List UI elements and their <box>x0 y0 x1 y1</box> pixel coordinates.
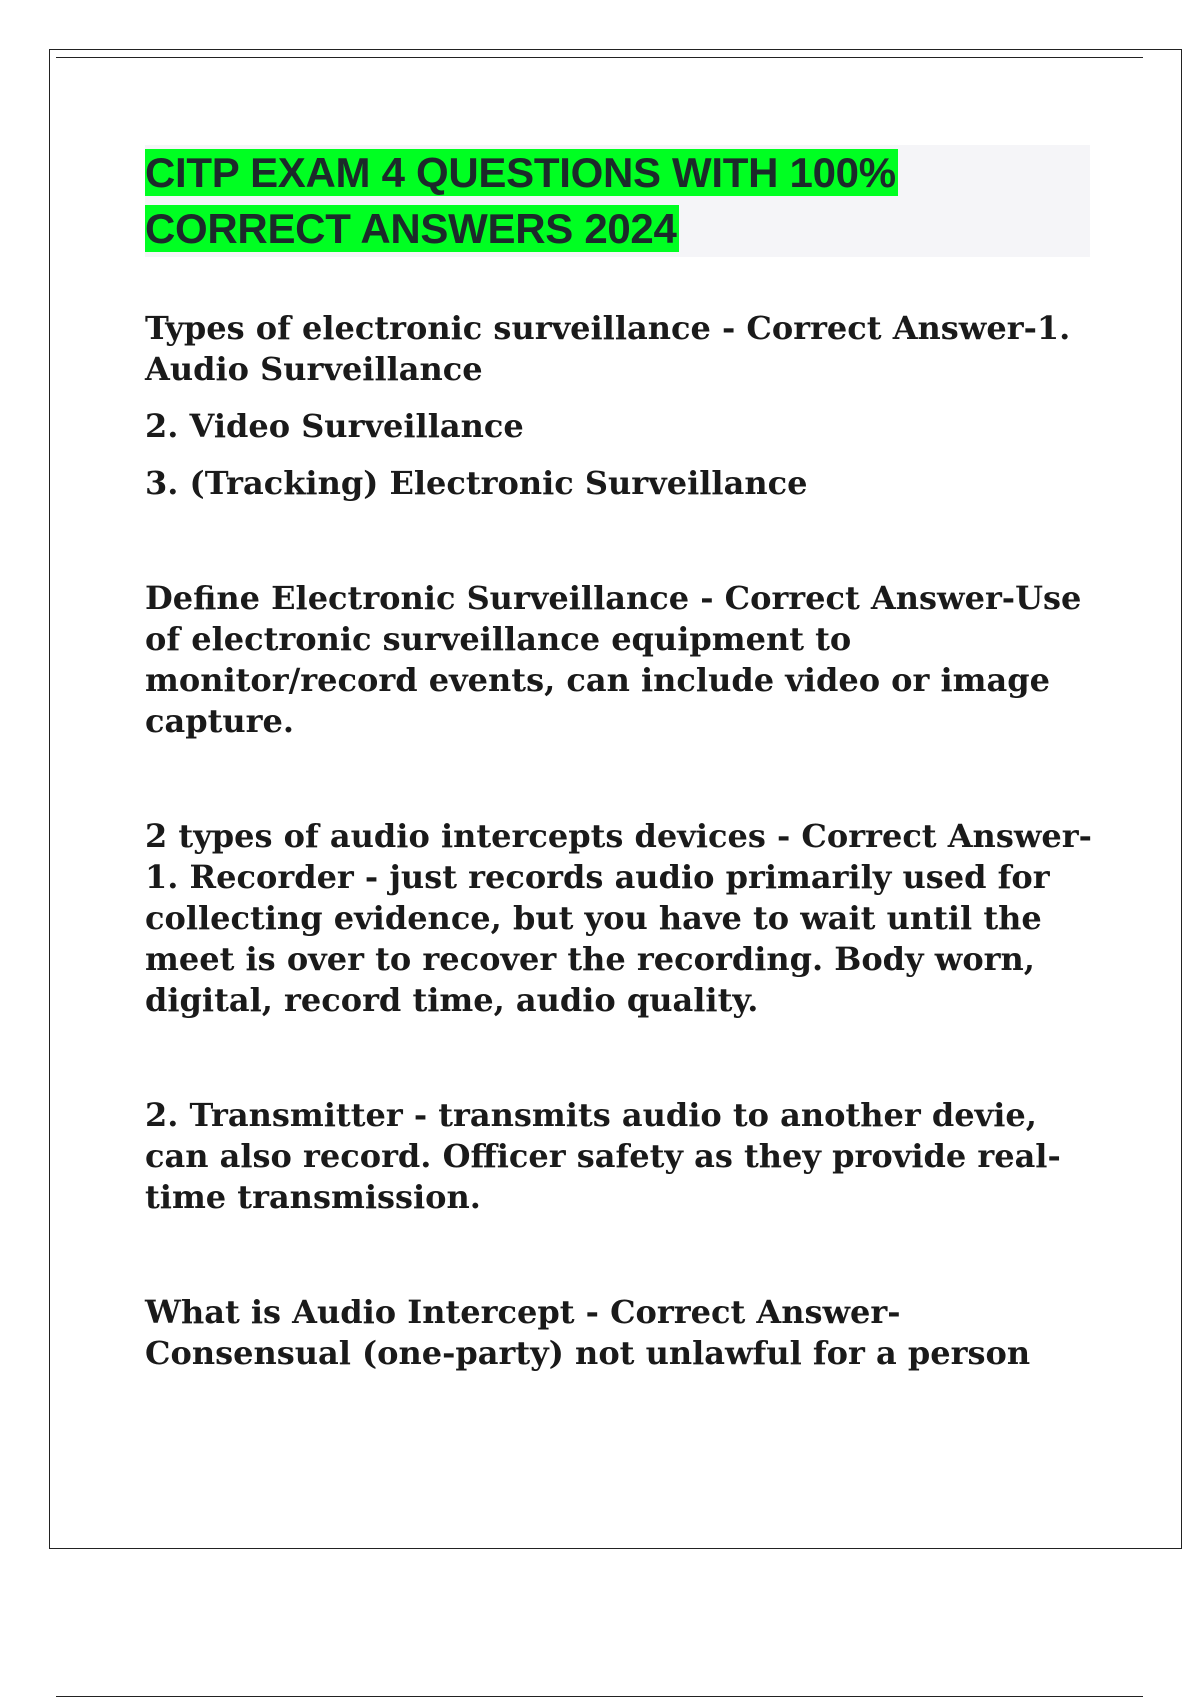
qa-item: 3. (Tracking) Electronic Surveillance <box>145 464 808 502</box>
qa-item: Types of electronic surveillance - Correct Answer-1. Audio Surveillance <box>145 309 1071 388</box>
document-title <box>145 145 1090 257</box>
title-line-2: CORRECT ANSWERS 2024 <box>145 205 677 252</box>
qa-item: 2. Video Surveillance <box>145 407 524 445</box>
qa-content <box>145 308 1105 1374</box>
qa-item: What is Audio Intercept - Correct Answer-Consensual (one-party) not unlawful for a person <box>145 1293 1031 1372</box>
qa-item: Define Electronic Surveillance - Correct Answer-Use of electronic surveillance equipment to monitor/record events, can include video or image capture. <box>145 579 1082 740</box>
title-block <box>145 145 1090 257</box>
qa-item: 2 types of audio intercepts devices - Correct Answer-1. Recorder - just records audio primarily used for collecting evidence, but you have to wait until the meet is over to recover the recording. Body worn, digital, record time, audio quality. <box>145 817 1092 1019</box>
top-rule <box>56 57 1143 58</box>
qa-item: 2. Transmitter - transmits audio to another devie, can also record. Officer safety as they provide real-time transmission. <box>145 1096 1061 1216</box>
bottom-rule <box>56 1696 1143 1697</box>
title-line-1: CITP EXAM 4 QUESTIONS WITH 100% <box>145 149 896 196</box>
